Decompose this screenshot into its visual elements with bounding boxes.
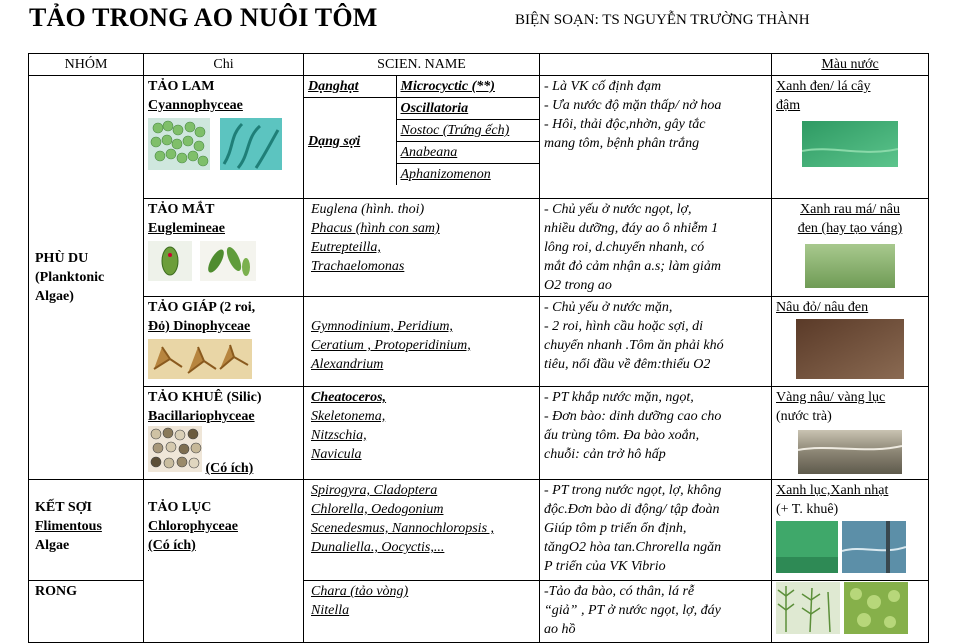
pond-photo-mat xyxy=(805,244,895,288)
genus-cell-lam: TẢO LAM Cyannophyceae xyxy=(144,76,304,199)
col-header-group: NHÓM xyxy=(29,54,144,76)
col-header-water-color: Màu nước xyxy=(772,54,929,76)
pond-photo-giap xyxy=(796,319,904,379)
micro-image-lam-filaments xyxy=(220,118,282,176)
description-cell-luc: - PT trong nước ngọt, lợ, không độc.Đơn bào di động/ tập đoàn Giúp tôm p triển ổn định, tăngO2 hòa tan.Chrorella ngăn P triển của VK Vibrio xyxy=(540,480,772,581)
water-color-cell-giap: Nâu đỏ/ nâu đen xyxy=(772,297,929,387)
scientific-cell-luc: Spirogyra, Cladoptera Chlorella, Oedogonium Scenedesmus, Nannochloropsis , Dunaliella., Oocyctis,... xyxy=(304,480,540,581)
group-seaweed: RONG xyxy=(29,581,144,643)
table-row-tao-luc xyxy=(29,480,929,581)
scientific-cell-mat: Euglena (hình. thoi) Phacus (hình con sam) Eutrepteilla, Trachaelomonas xyxy=(304,199,540,297)
sub-type-filament: Dạng sợi xyxy=(304,98,396,186)
col-header-description xyxy=(540,54,772,76)
pond-photo-luc-1 xyxy=(776,521,838,573)
genus-anabeana: Anabeana xyxy=(396,142,539,164)
group-filament: KẾT SỢI Flimentous Algae xyxy=(29,480,144,581)
description-cell-khue: - PT khắp nước mặn, ngọt, - Đơn bào: dinh dưỡng cao cho ấu trùng tôm. Đa bào xoắn, chuỗi: cản trở hô hấp xyxy=(540,387,772,480)
genus-cell-luc: TẢO LỤC Chlorophyceae (Có ích) xyxy=(144,480,304,643)
genus-microcystis: Microcyctic (**) xyxy=(396,76,539,98)
group-plankton: PHÙ DU (Planktonic Algae) xyxy=(29,76,144,480)
pond-photo-lam xyxy=(802,121,898,167)
author-line: BIỆN SOẠN: TS NGUYỄN TRƯỜNG THÀNH xyxy=(515,12,810,28)
water-color-cell-mat: Xanh rau má/ nâu đen (hay tạo váng) xyxy=(772,199,929,297)
sub-type-granular: Dạnghạt xyxy=(304,76,396,98)
scientific-cell-rong: Chara (tảo vòng) Nitella xyxy=(304,581,540,643)
table-row-tao-mat xyxy=(29,199,929,297)
description-cell-mat: - Chủ yếu ở nước ngọt, lợ, nhiều dưỡng, đáy ao ô nhiễm 1 lông roi, d.chuyển nhanh, có mắt đỏ cảm nhận a.s; làm giảm O2 trong ao xyxy=(540,199,772,297)
genus-nostoc: Nostoc (Trứng ếch) xyxy=(396,120,539,142)
genus-cell-khue: TẢO KHUÊ (Silic) Bacillariophyceae (Có ích) xyxy=(144,387,304,480)
col-header-genus: Chi xyxy=(144,54,304,76)
lam-subtable xyxy=(304,76,539,185)
micro-image-lam-cells xyxy=(148,118,210,176)
genus-aphanizomenon: Aphanizomenon xyxy=(396,164,539,186)
col-header-scientific-name: SCIEN. NAME xyxy=(304,54,540,76)
genus-cell-mat: TẢO MẮT Euglemineae xyxy=(144,199,304,297)
micro-image-phacus xyxy=(200,241,256,287)
algae-table xyxy=(28,53,929,643)
description-cell-rong: -Tảo đa bào, có thân, lá rễ “giả” , PT ở nước ngọt, lợ, đáy ao hồ xyxy=(540,581,772,643)
scientific-cell-lam xyxy=(304,76,540,199)
pond-photo-khue xyxy=(798,430,902,474)
seaweed-photo-nitella xyxy=(844,582,908,634)
water-color-cell-rong xyxy=(772,581,929,643)
page-title: TẢO TRONG AO NUÔI TÔM xyxy=(29,3,378,32)
scientific-cell-giap: Gymnodinium, Peridium, Ceratium , Protoperidinium, Alexandrium xyxy=(304,297,540,387)
micro-image-diatoms xyxy=(148,426,202,478)
description-cell-giap: - Chủ yếu ở nước mặn, - 2 roi, hình cầu hoặc sợi, di chuyển nhanh .Tôm ăn phải khó tiêu, nổi đầu về đêm:thiếu O2 xyxy=(540,297,772,387)
genus-oscillatoria: Oscillatoria xyxy=(396,98,539,120)
micro-image-ceratium xyxy=(148,339,252,385)
genus-cell-giap: TẢO GIÁP (2 roi, Đỏ) Dinophyceae xyxy=(144,297,304,387)
water-color-cell-lam: Xanh đen/ lá cây đậm xyxy=(772,76,929,199)
table-row-tao-khue xyxy=(29,387,929,480)
table-row-tao-giap xyxy=(29,297,929,387)
pond-photo-luc-2 xyxy=(842,521,906,573)
micro-image-euglena xyxy=(148,241,192,287)
description-cell-lam: - Là VK cố định đạm - Ưa nước độ mặn thấp/ nở hoa - Hôi, thải độc,nhờn, gây tắc mang tôm, bệnh phân trắng xyxy=(540,76,772,199)
header-row xyxy=(29,54,929,76)
water-color-cell-khue: Vàng nâu/ vàng lục (nước trà) xyxy=(772,387,929,480)
seaweed-photo-chara xyxy=(776,582,840,634)
water-color-cell-luc: Xanh lục,Xanh nhạt (+ T. khuê) xyxy=(772,480,929,581)
useful-label-khue: (Có ích) xyxy=(205,461,254,476)
table-row-tao-lam xyxy=(29,76,929,199)
scientific-cell-khue: Cheatoceros, Skeletonema, Nitzschia, Navicula xyxy=(304,387,540,480)
